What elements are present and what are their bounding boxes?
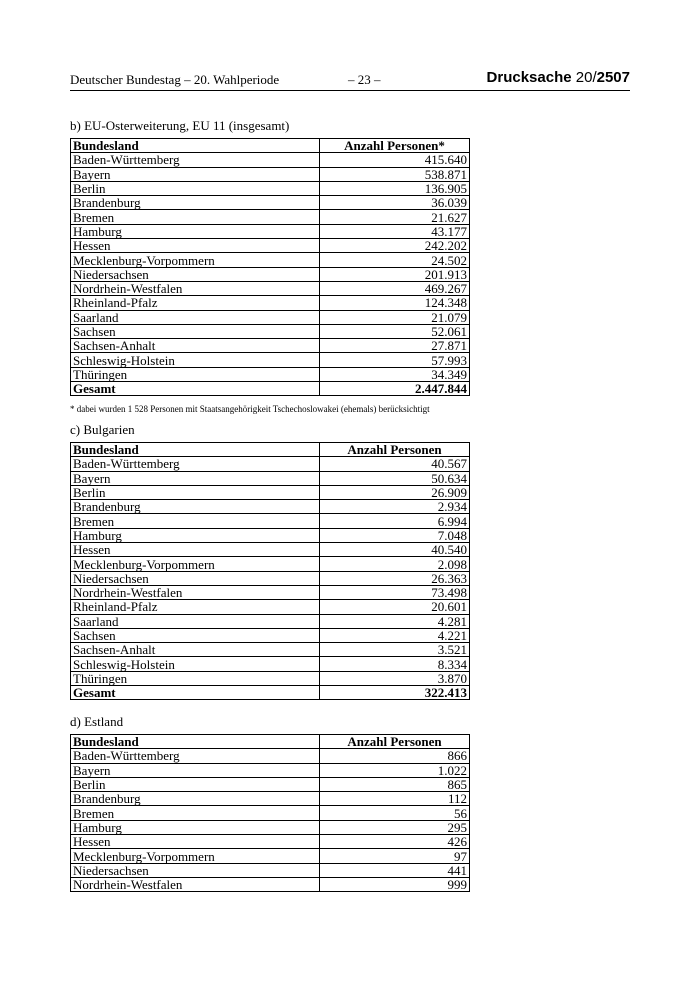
column-header-count: Anzahl Personen* bbox=[320, 139, 470, 153]
header-document-number bbox=[487, 69, 630, 86]
table-row bbox=[71, 749, 470, 763]
table-row bbox=[71, 571, 470, 585]
state-name-cell: Berlin bbox=[71, 777, 320, 791]
state-name-cell: Nordrhein-Westfalen bbox=[71, 877, 320, 891]
state-name-cell: Rheinland-Pfalz bbox=[71, 296, 320, 310]
state-name-cell: Sachsen-Anhalt bbox=[71, 643, 320, 657]
header-doc-number-bold: 2507 bbox=[596, 69, 630, 86]
state-name-cell: Sachsen-Anhalt bbox=[71, 339, 320, 353]
table-row bbox=[71, 863, 470, 877]
count-cell: 426 bbox=[320, 835, 470, 849]
state-name-cell: Niedersachsen bbox=[71, 267, 320, 281]
table-row bbox=[71, 471, 470, 485]
table-row bbox=[71, 367, 470, 381]
table-row bbox=[71, 253, 470, 267]
column-header-state: Bundesland bbox=[71, 139, 320, 153]
table-row bbox=[71, 224, 470, 238]
table-row bbox=[71, 457, 470, 471]
header-page-number: – 23 – bbox=[348, 72, 381, 87]
column-header-count: Anzahl Personen bbox=[320, 443, 470, 457]
count-cell: 1.022 bbox=[320, 763, 470, 777]
page-header bbox=[70, 69, 630, 91]
state-name-cell: Rheinland-Pfalz bbox=[71, 600, 320, 614]
count-cell: 124.348 bbox=[320, 296, 470, 310]
count-cell: 40.567 bbox=[320, 457, 470, 471]
count-cell: 40.540 bbox=[320, 543, 470, 557]
table-row bbox=[71, 657, 470, 671]
state-name-cell: Baden-Württemberg bbox=[71, 749, 320, 763]
header-doc-label: Drucksache bbox=[486, 69, 572, 86]
table-section-c bbox=[70, 442, 470, 700]
count-cell: 242.202 bbox=[320, 239, 470, 253]
state-name-cell: Saarland bbox=[71, 310, 320, 324]
state-name-cell: Sachsen bbox=[71, 324, 320, 338]
count-cell: 538.871 bbox=[320, 167, 470, 181]
count-cell: 26.363 bbox=[320, 571, 470, 585]
table-row bbox=[71, 849, 470, 863]
table-row bbox=[71, 835, 470, 849]
count-cell: 24.502 bbox=[320, 253, 470, 267]
table-row bbox=[71, 500, 470, 514]
state-name-cell: Saarland bbox=[71, 614, 320, 628]
count-cell: 2.098 bbox=[320, 557, 470, 571]
state-name-cell: Bayern bbox=[71, 763, 320, 777]
table-section-b bbox=[70, 138, 470, 396]
state-name-cell: Thüringen bbox=[71, 367, 320, 381]
state-name-cell: Sachsen bbox=[71, 628, 320, 642]
count-cell: 73.498 bbox=[320, 585, 470, 599]
table-row bbox=[71, 614, 470, 628]
table-row bbox=[71, 877, 470, 891]
count-cell: 34.349 bbox=[320, 367, 470, 381]
count-cell: 201.913 bbox=[320, 267, 470, 281]
table-row bbox=[71, 777, 470, 791]
count-cell: 21.627 bbox=[320, 210, 470, 224]
count-cell: 112 bbox=[320, 792, 470, 806]
column-header-count: Anzahl Personen bbox=[320, 735, 470, 749]
table-row bbox=[71, 514, 470, 528]
state-name-cell: Hessen bbox=[71, 835, 320, 849]
state-name-cell: Schleswig-Holstein bbox=[71, 353, 320, 367]
table-body bbox=[71, 457, 470, 700]
count-cell: 50.634 bbox=[320, 471, 470, 485]
column-header-state: Bundesland bbox=[71, 735, 320, 749]
count-cell: 999 bbox=[320, 877, 470, 891]
state-name-cell: Baden-Württemberg bbox=[71, 457, 320, 471]
table-row bbox=[71, 181, 470, 195]
state-name-cell: Schleswig-Holstein bbox=[71, 657, 320, 671]
total-label: Gesamt bbox=[71, 686, 320, 700]
count-cell: 4.281 bbox=[320, 614, 470, 628]
table-row bbox=[71, 557, 470, 571]
state-name-cell: Bremen bbox=[71, 210, 320, 224]
state-name-cell: Berlin bbox=[71, 485, 320, 499]
state-name-cell: Hessen bbox=[71, 239, 320, 253]
state-name-cell: Hamburg bbox=[71, 528, 320, 542]
table-body bbox=[71, 153, 470, 396]
count-cell: 8.334 bbox=[320, 657, 470, 671]
state-name-cell: Brandenburg bbox=[71, 500, 320, 514]
header-publication: Deutscher Bundestag – 20. Wahlperiode bbox=[70, 72, 280, 87]
count-cell: 7.048 bbox=[320, 528, 470, 542]
count-cell: 20.601 bbox=[320, 600, 470, 614]
table-row bbox=[71, 485, 470, 499]
count-cell: 27.871 bbox=[320, 339, 470, 353]
table-row bbox=[71, 353, 470, 367]
count-cell: 97 bbox=[320, 849, 470, 863]
table-row bbox=[71, 210, 470, 224]
table-row bbox=[71, 543, 470, 557]
table-row bbox=[71, 310, 470, 324]
total-row bbox=[71, 686, 470, 700]
count-cell: 26.909 bbox=[320, 485, 470, 499]
count-cell: 21.079 bbox=[320, 310, 470, 324]
count-cell: 3.521 bbox=[320, 643, 470, 657]
table-header-row bbox=[71, 139, 470, 153]
state-name-cell: Hessen bbox=[71, 543, 320, 557]
table-body bbox=[71, 749, 470, 892]
table-row bbox=[71, 820, 470, 834]
state-name-cell: Hamburg bbox=[71, 224, 320, 238]
table-section-d bbox=[70, 734, 470, 892]
footnote: * dabei wurden 1 528 Personen mit Staatsangehörigkeit Tschechoslowakei (ehemals) berücksichtigt bbox=[70, 404, 430, 414]
section-d-title: d) Estland bbox=[70, 714, 124, 729]
state-name-cell: Niedersachsen bbox=[71, 863, 320, 877]
state-name-cell: Bremen bbox=[71, 806, 320, 820]
table-row bbox=[71, 239, 470, 253]
table-row bbox=[71, 167, 470, 181]
table-row bbox=[71, 806, 470, 820]
count-cell: 295 bbox=[320, 820, 470, 834]
table-row bbox=[71, 671, 470, 685]
section-c-title: c) Bulgarien bbox=[70, 422, 135, 437]
state-name-cell: Nordrhein-Westfalen bbox=[71, 585, 320, 599]
count-cell: 865 bbox=[320, 777, 470, 791]
state-name-cell: Mecklenburg-Vorpommern bbox=[71, 557, 320, 571]
table-row bbox=[71, 763, 470, 777]
state-name-cell: Hamburg bbox=[71, 820, 320, 834]
state-name-cell: Thüringen bbox=[71, 671, 320, 685]
count-cell: 866 bbox=[320, 749, 470, 763]
count-cell: 469.267 bbox=[320, 281, 470, 295]
table-row bbox=[71, 628, 470, 642]
total-value: 2.447.844 bbox=[320, 382, 470, 396]
count-cell: 52.061 bbox=[320, 324, 470, 338]
total-row bbox=[71, 382, 470, 396]
count-cell: 36.039 bbox=[320, 196, 470, 210]
state-name-cell: Baden-Württemberg bbox=[71, 153, 320, 167]
header-doc-number-plain: 20/ bbox=[575, 69, 597, 86]
table-row bbox=[71, 153, 470, 167]
table-row bbox=[71, 296, 470, 310]
count-cell: 2.934 bbox=[320, 500, 470, 514]
state-name-cell: Mecklenburg-Vorpommern bbox=[71, 849, 320, 863]
table-header-row bbox=[71, 443, 470, 457]
table-row bbox=[71, 324, 470, 338]
state-name-cell: Berlin bbox=[71, 181, 320, 195]
count-cell: 441 bbox=[320, 863, 470, 877]
count-cell: 415.640 bbox=[320, 153, 470, 167]
state-name-cell: Mecklenburg-Vorpommern bbox=[71, 253, 320, 267]
table-row bbox=[71, 600, 470, 614]
state-name-cell: Brandenburg bbox=[71, 196, 320, 210]
count-cell: 4.221 bbox=[320, 628, 470, 642]
total-value: 322.413 bbox=[320, 686, 470, 700]
section-b-title: b) EU-Osterweiterung, EU 11 (insgesamt) bbox=[70, 118, 290, 133]
total-label: Gesamt bbox=[71, 382, 320, 396]
state-name-cell: Bayern bbox=[71, 167, 320, 181]
state-name-cell: Nordrhein-Westfalen bbox=[71, 281, 320, 295]
count-cell: 136.905 bbox=[320, 181, 470, 195]
table-row bbox=[71, 643, 470, 657]
table-row bbox=[71, 528, 470, 542]
table-row bbox=[71, 281, 470, 295]
state-name-cell: Brandenburg bbox=[71, 792, 320, 806]
state-name-cell: Bayern bbox=[71, 471, 320, 485]
table-row bbox=[71, 585, 470, 599]
count-cell: 57.993 bbox=[320, 353, 470, 367]
state-name-cell: Bremen bbox=[71, 514, 320, 528]
table-header-row bbox=[71, 735, 470, 749]
table-row bbox=[71, 339, 470, 353]
count-cell: 6.994 bbox=[320, 514, 470, 528]
table-row bbox=[71, 267, 470, 281]
table-row bbox=[71, 196, 470, 210]
count-cell: 43.177 bbox=[320, 224, 470, 238]
state-name-cell: Niedersachsen bbox=[71, 571, 320, 585]
column-header-state: Bundesland bbox=[71, 443, 320, 457]
count-cell: 56 bbox=[320, 806, 470, 820]
table-row bbox=[71, 792, 470, 806]
count-cell: 3.870 bbox=[320, 671, 470, 685]
